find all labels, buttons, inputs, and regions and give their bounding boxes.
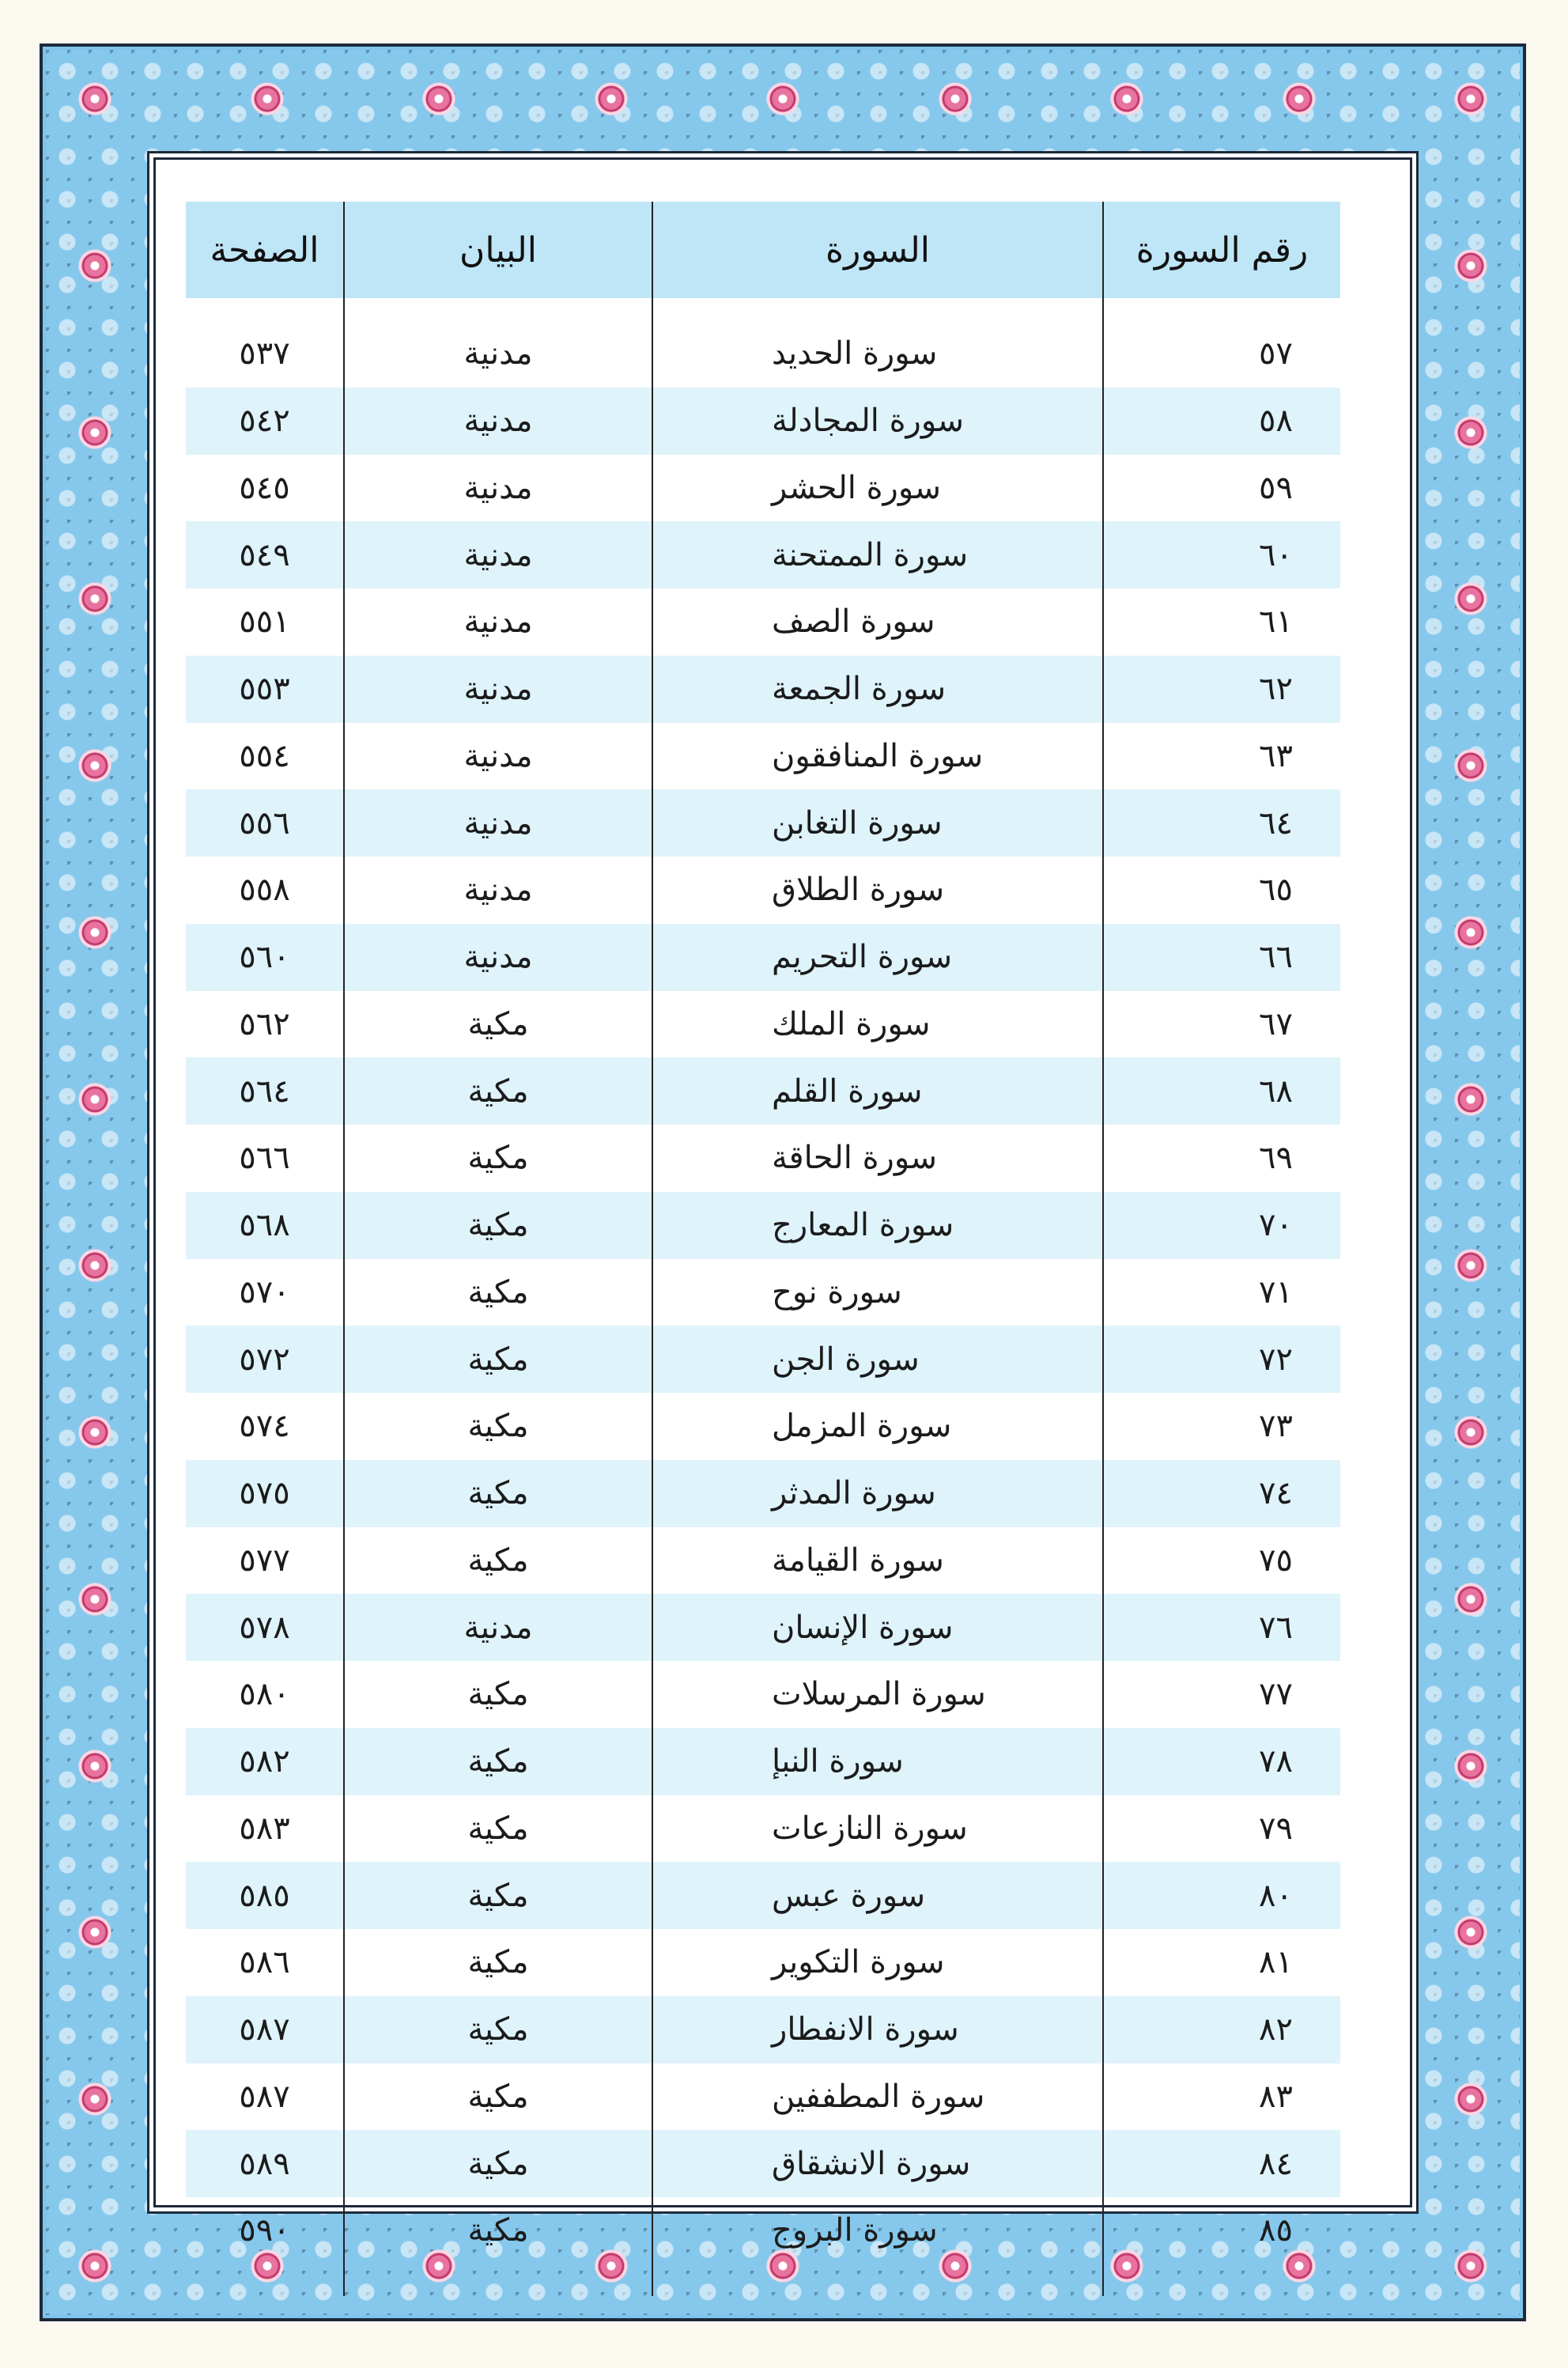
rosette-ornament: [1453, 2082, 1488, 2116]
cell-page-number: ٥٧٢: [186, 1326, 344, 1393]
rosette-ornament: [938, 81, 973, 116]
rosette-ornament: [765, 81, 800, 116]
rosette-ornament: [1453, 2249, 1488, 2283]
cell-page-number: ٥٧٤: [239, 1408, 290, 1445]
cell-page-number: ٥٥٨: [239, 872, 290, 909]
cell-surah-name: سورة الصف: [652, 588, 1103, 656]
rosette-ornament: [77, 581, 112, 616]
cell-revelation-type: مكية: [344, 1728, 652, 1795]
cell-revelation-type: مكية: [344, 991, 652, 1058]
cell-surah-number: ٧٨: [1103, 1728, 1340, 1795]
rosette-ornament: [77, 1415, 112, 1450]
cell-surah-name: سورة المدثر: [652, 1460, 1103, 1527]
cell-surah-number: ٨٠: [1103, 1862, 1340, 1929]
cell-revelation-type: مدنية: [344, 388, 652, 455]
cell-surah-name: سورة التحريم: [652, 924, 1103, 991]
cell-surah-number: ٧٠: [1103, 1192, 1340, 1259]
cell-revelation-type: مكية: [344, 1661, 652, 1728]
cell-revelation-type: مكية: [344, 1125, 652, 1192]
table-row: [186, 1326, 1340, 1393]
cell-surah-name: سورة الممتحنة: [652, 521, 1103, 588]
cell-revelation-type: مكية: [344, 1326, 652, 1393]
rosette-ornament: [1453, 748, 1488, 783]
table-row: [186, 1929, 1340, 1996]
cell-surah-number: ٨٢: [1103, 1996, 1340, 2063]
cell-revelation-type: مدنية: [344, 455, 652, 522]
cell-surah-name: سورة الملك: [652, 991, 1103, 1058]
table-row: [186, 1057, 1340, 1125]
table-row: [186, 1795, 1340, 1863]
cell-revelation-type: مكية: [344, 1192, 652, 1259]
cell-surah-number: ٦٦: [1103, 924, 1340, 991]
cell-surah-number: ٦٤: [1103, 789, 1340, 857]
rosette-ornament: [1453, 1749, 1488, 1784]
cell-page-number: ٥٥٤: [239, 737, 290, 774]
cell-revelation-type: مكية: [344, 1996, 652, 2063]
table-row: [186, 2130, 1340, 2197]
cell-surah-number: ٨٥: [1103, 2197, 1340, 2296]
table-row: [186, 1393, 1340, 1460]
rosette-ornament: [77, 81, 112, 116]
cell-revelation-type: مكية: [344, 1929, 652, 1996]
cell-surah-number: ٦٢: [1103, 656, 1340, 723]
cell-surah-number: ٦٣: [1103, 723, 1340, 790]
cell-surah-name: سورة المرسلات: [652, 1661, 1103, 1728]
cell-page-number: ٥٦٦: [239, 1140, 290, 1177]
cell-page-number: ٥٤٥: [239, 469, 290, 506]
cell-surah-name: سورة الجمعة: [652, 656, 1103, 723]
table-row: [186, 723, 1340, 790]
rosette-ornament: [1453, 415, 1488, 450]
cell-surah-name: سورة التكوير: [652, 1929, 1103, 1996]
cell-surah-number: ٨٣: [1103, 2063, 1340, 2131]
table-row: [186, 924, 1340, 991]
cell-page-number: ٥٦٠: [186, 924, 344, 991]
cell-page-number: ٥٦٨: [186, 1192, 344, 1259]
cell-surah-number: ٦١: [1103, 588, 1340, 656]
cell-surah-number: ٥٧: [1103, 298, 1340, 388]
cell-surah-number: ٦٩: [1103, 1125, 1340, 1192]
cell-surah-number: ٧٧: [1103, 1661, 1340, 1728]
cell-page-number: ٥٧٧: [239, 1541, 290, 1579]
cell-revelation-type: مدنية: [344, 521, 652, 588]
table-row: [186, 2197, 1340, 2296]
cell-revelation-type: مكية: [344, 1795, 652, 1863]
table-header-row: [186, 202, 1340, 298]
table-row: [186, 588, 1340, 656]
cell-revelation-type: مدنية: [344, 298, 652, 388]
rosette-ornament: [250, 81, 285, 116]
header-surah-name: السورة: [652, 202, 1103, 298]
table-row: [186, 1728, 1340, 1795]
rosette-ornament: [421, 81, 456, 116]
cell-surah-name: سورة المنافقون: [652, 723, 1103, 790]
cell-surah-number: ٥٩: [1103, 455, 1340, 522]
rosette-ornament: [1453, 1415, 1488, 1450]
cell-revelation-type: مدنية: [344, 588, 652, 656]
cell-page-number: ٥٧٥: [186, 1460, 344, 1527]
cell-revelation-type: مكية: [344, 2130, 652, 2197]
cell-surah-name: سورة التغابن: [652, 789, 1103, 857]
table-row: [186, 2063, 1340, 2131]
cell-revelation-type: مكية: [344, 1393, 652, 1460]
table-row: [186, 656, 1340, 723]
cell-surah-name: سورة النازعات: [652, 1795, 1103, 1863]
rosette-ornament: [77, 748, 112, 783]
cell-surah-number: ٧١: [1103, 1259, 1340, 1326]
rosette-ornament: [1109, 81, 1144, 116]
cell-surah-number: ٧٤: [1103, 1460, 1340, 1527]
cell-surah-number: ٥٨: [1103, 388, 1340, 455]
cell-revelation-type: مكية: [344, 1259, 652, 1326]
cell-surah-name: سورة الحشر: [652, 455, 1103, 522]
cell-surah-number: ٧٢: [1103, 1326, 1340, 1393]
rosette-ornament: [77, 1582, 112, 1617]
cell-surah-name: سورة الانفطار: [652, 1996, 1103, 2063]
rosette-ornament: [1453, 1082, 1488, 1117]
cell-revelation-type: مدنية: [344, 1594, 652, 1661]
cell-page-number: ٥٨٦: [239, 1944, 290, 1981]
rosette-ornament: [77, 915, 112, 950]
cell-page-number: ٥٨٥: [186, 1862, 344, 1929]
rosette-ornament: [1453, 81, 1488, 116]
rosette-ornament: [77, 2082, 112, 2116]
rosette-ornament: [1453, 248, 1488, 283]
cell-surah-name: سورة المجادلة: [652, 388, 1103, 455]
table-row: [186, 1527, 1340, 1594]
table-row: [186, 991, 1340, 1058]
rosette-ornament: [77, 2249, 112, 2283]
cell-page-number: ٥٥٦: [186, 789, 344, 857]
cell-page-number: ٥٨٣: [239, 1810, 290, 1847]
cell-surah-name: سورة البروج: [652, 2197, 1103, 2296]
cell-page-number: ٥٨٢: [186, 1728, 344, 1795]
cell-revelation-type: مكية: [344, 1527, 652, 1594]
cell-page-number: ٥٨٧: [239, 2078, 290, 2115]
cell-surah-name: سورة الانشقاق: [652, 2130, 1103, 2197]
cell-page-number: ٥٣٧: [239, 335, 290, 373]
cell-surah-name: سورة المزمل: [652, 1393, 1103, 1460]
cell-page-number: ٥٩٠: [239, 2212, 290, 2249]
cell-page-number: ٥٨٩: [186, 2130, 344, 2197]
table-row: [186, 1661, 1340, 1728]
cell-page-number: ٥٧٨: [186, 1594, 344, 1661]
header-revelation-type: البيان: [344, 202, 652, 298]
header-page-number: الصفحة: [186, 202, 344, 298]
cell-revelation-type: مدنية: [344, 857, 652, 924]
table-row: [186, 388, 1340, 455]
cell-surah-number: ٧٣: [1103, 1393, 1340, 1460]
table-row: [186, 789, 1340, 857]
table-row: [186, 1862, 1340, 1929]
cell-surah-number: ٨١: [1103, 1929, 1340, 1996]
cell-surah-name: سورة الإنسان: [652, 1594, 1103, 1661]
table-row: [186, 1192, 1340, 1259]
table-row: [186, 1259, 1340, 1326]
cell-surah-name: سورة الحديد: [652, 298, 1103, 388]
cell-surah-name: سورة الجن: [652, 1326, 1103, 1393]
cell-revelation-type: مكية: [344, 2063, 652, 2131]
cell-surah-number: ٦٨: [1103, 1057, 1340, 1125]
cell-surah-name: سورة القلم: [652, 1057, 1103, 1125]
cell-page-number: ٥٨٧: [186, 1996, 344, 2063]
cell-page-number: ٥٤٩: [186, 521, 344, 588]
rosette-ornament: [1453, 581, 1488, 616]
cell-page-number: ٥٤٢: [186, 388, 344, 455]
cell-surah-name: سورة نوح: [652, 1259, 1103, 1326]
table-row: [186, 298, 1340, 388]
rosette-ornament: [77, 1082, 112, 1117]
cell-page-number: ٥٦٢: [239, 1005, 290, 1042]
cell-surah-number: ٦٥: [1103, 857, 1340, 924]
rosette-ornament: [1453, 1582, 1488, 1617]
cell-surah-name: سورة عبس: [652, 1862, 1103, 1929]
cell-surah-name: سورة الحاقة: [652, 1125, 1103, 1192]
table-row: [186, 1996, 1340, 2063]
table-row: [186, 1125, 1340, 1192]
rosette-ornament: [1282, 81, 1317, 116]
cell-surah-number: ٧٥: [1103, 1527, 1340, 1594]
cell-revelation-type: مدنية: [344, 924, 652, 991]
cell-page-number: ٥٥١: [239, 603, 290, 641]
rosette-ornament: [594, 81, 629, 116]
cell-page-number: ٥٦٤: [186, 1057, 344, 1125]
header-surah-number: رقم السورة: [1103, 202, 1340, 298]
table-row: [186, 857, 1340, 924]
cell-surah-name: سورة الطلاق: [652, 857, 1103, 924]
table-row: [186, 1460, 1340, 1527]
cell-revelation-type: مدنية: [344, 723, 652, 790]
cell-revelation-type: مدنية: [344, 789, 652, 857]
rosette-ornament: [77, 1749, 112, 1784]
table-row: [186, 521, 1340, 588]
cell-surah-name: سورة المطففين: [652, 2063, 1103, 2131]
cell-surah-number: ٦٠: [1103, 521, 1340, 588]
cell-page-number: ٥٨٠: [239, 1676, 290, 1713]
cell-surah-number: ٦٧: [1103, 991, 1340, 1058]
cell-revelation-type: مكية: [344, 1057, 652, 1125]
table-row: [186, 1594, 1340, 1661]
table-row: [186, 455, 1340, 522]
cell-surah-name: سورة النبإ: [652, 1728, 1103, 1795]
cell-surah-number: ٨٤: [1103, 2130, 1340, 2197]
cell-revelation-type: مدنية: [344, 656, 652, 723]
cell-surah-name: سورة المعارج: [652, 1192, 1103, 1259]
cell-revelation-type: مكية: [344, 1862, 652, 1929]
surah-index-table: [186, 202, 1340, 2296]
cell-revelation-type: مكية: [344, 2197, 652, 2296]
cell-page-number: ٥٥٣: [186, 656, 344, 723]
rosette-ornament: [77, 248, 112, 283]
cell-revelation-type: مكية: [344, 1460, 652, 1527]
cell-page-number: ٥٧٠: [239, 1273, 290, 1311]
cell-surah-number: ٧٦: [1103, 1594, 1340, 1661]
cell-surah-number: ٧٩: [1103, 1795, 1340, 1863]
rosette-ornament: [77, 415, 112, 450]
cell-surah-name: سورة القيامة: [652, 1527, 1103, 1594]
rosette-ornament: [1453, 915, 1488, 950]
